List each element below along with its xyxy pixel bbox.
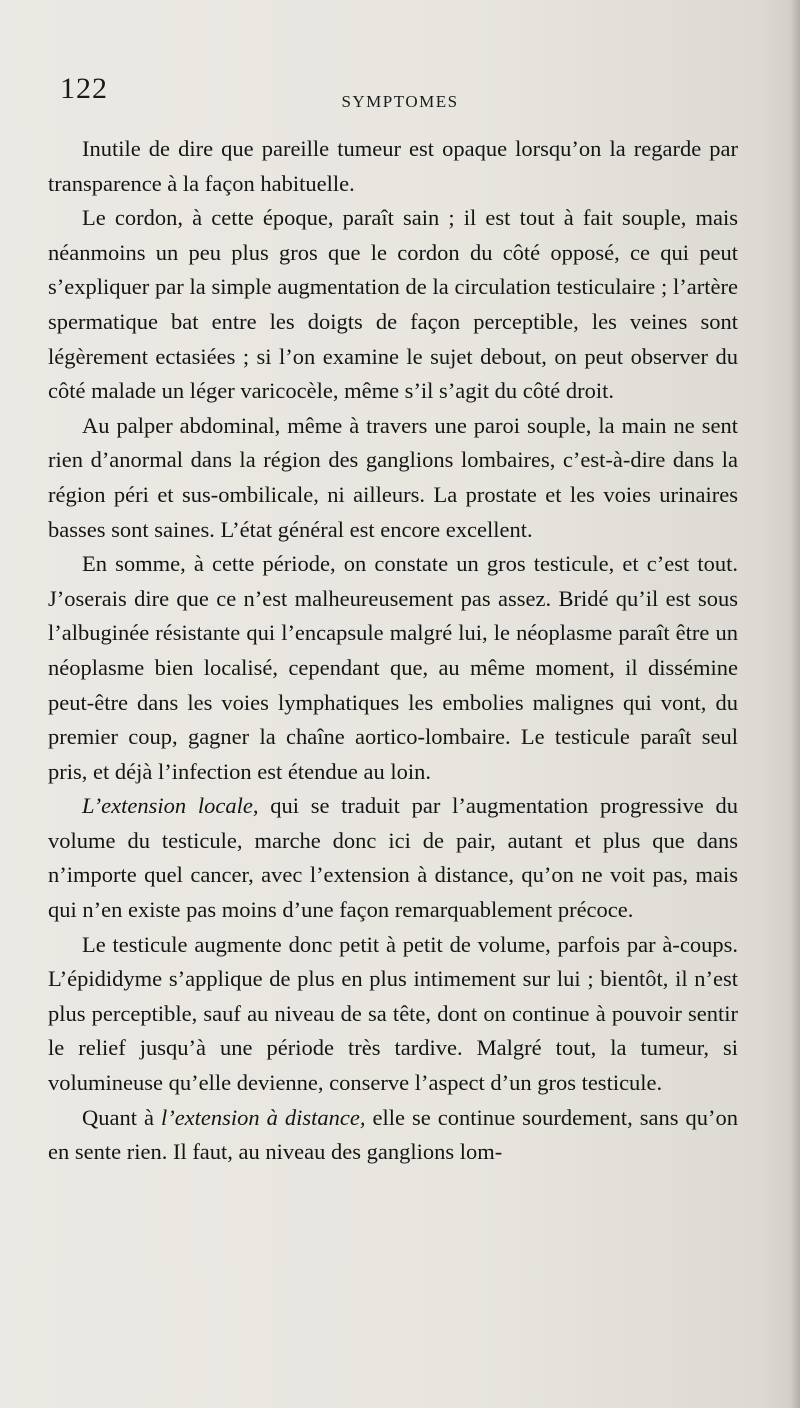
paragraph-text: qui se traduit par l’augmentation progressive du volume du testicule, marche donc ici de pair, autant et plus que dans n’importe quel cancer, avec l’extension à distance, qu’on ne voit pas, mais qui n’en existe pas moins d’une façon remarquablement précoce. <box>48 793 738 923</box>
paragraph-4 <box>48 547 738 789</box>
paragraph-lead: Quant à <box>82 1104 161 1130</box>
paragraph-text: Inutile de dire que pareille tumeur est opaque lorsqu’on la regarde par transparence à la façon habituelle. <box>48 136 738 196</box>
italic-phrase: l’extension à distance, <box>160 1104 366 1130</box>
paragraph-text: Au palper abdominal, même à travers une paroi souple, la main ne sent rien d’anormal dans la région des ganglions lombaires, c’est-à-dire dans la région péri et sus-ombilicale, ni ailleurs. La prostate et les voies urinaires basses sont saines. L’état général est encore excellent. <box>48 412 738 542</box>
paragraph-text: Le testicule augmente donc petit à petit de volume, parfois par à-coups. L’épididyme s’applique de plus en plus intimement sur lui ; bientôt, il n’est plus perceptible, sauf au niveau de sa tête, dont on continue à pouvoir sentir le relief jusqu’à une période très tardive. Malgré tout, la tumeur, si volumineuse qu’elle devienne, conserve l’aspect d’un gros testicule. <box>48 931 738 1096</box>
paragraph-6 <box>48 928 738 1101</box>
page-number: 122 <box>60 72 108 105</box>
paragraph-text: Le cordon, à cette époque, paraît sain ; il est tout à fait souple, mais néanmoins un peu plus gros que le cordon du côté opposé, ce qui peut s’expliquer par la simple augmentation de la circulation testiculaire ; l’artère spermatique bat entre les doigts de façon perceptible, les veines sont légèrement ectasiées ; si l’on examine le sujet debout, on peut observer du côté malade un léger varicocèle, même s’il s’agit du côté droit. <box>48 205 738 404</box>
paragraph-1 <box>48 132 738 201</box>
paragraph-3 <box>48 409 738 547</box>
paragraph-2 <box>48 201 738 409</box>
page-edge-shadow <box>790 0 800 1408</box>
running-head: SYMPTOMES <box>341 92 459 111</box>
italic-phrase: L’extension locale, <box>82 793 259 819</box>
paragraph-text: elle se continue sourdement, sans qu’on en sente rien. Il faut, au niveau des ganglions lom- <box>48 1104 738 1165</box>
paragraph-text: En somme, à cette période, on constate un gros testicule, et c’est tout. J’oserais dire que ce n’est malheureusement pas assez. Bridé qu’il est sous l’albuginée résistante qui l’encapsule malgré lui, le néoplasme paraît être un néoplasme bien localisé, cependant que, au même moment, il dissémine peut-être dans les voies lymphatiques les embolies malignes qui vont, du premier coup, gagner la chaîne aortico-lombaire. Le testicule paraît seul pris, et déjà l’infection est étendue au loin. <box>48 551 738 784</box>
body-text <box>48 132 738 1170</box>
paragraph-5 <box>48 789 738 927</box>
paragraph-7 <box>48 1101 738 1170</box>
